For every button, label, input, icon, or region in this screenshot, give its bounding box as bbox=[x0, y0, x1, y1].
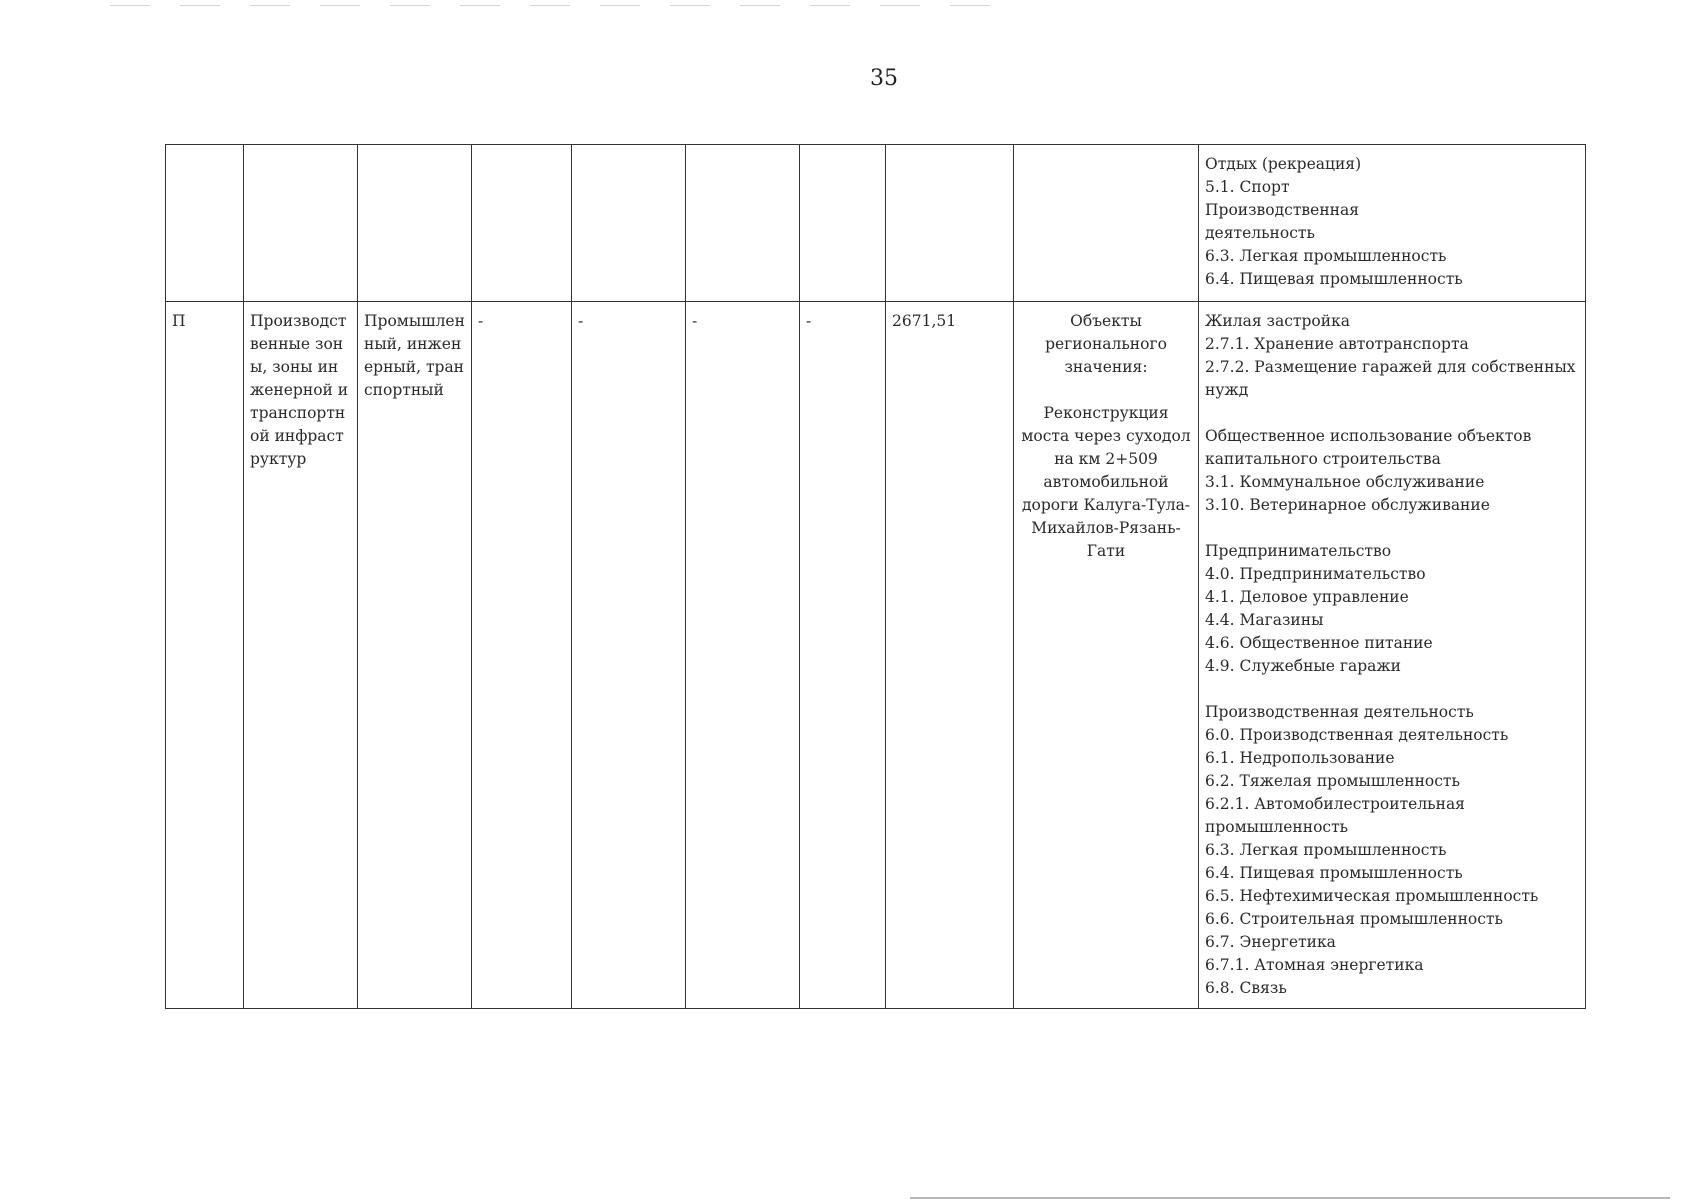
vri-item: 4.9. Служебные гаражи bbox=[1205, 657, 1401, 675]
vri-item: 6.7. Энергетика bbox=[1205, 933, 1336, 951]
vri-item: 2.7.2. Размещение гаражей для собственных нужд bbox=[1205, 358, 1576, 399]
cell-c4: - bbox=[472, 302, 572, 1009]
cell-area bbox=[886, 145, 1014, 302]
vri-line: 6.3. Легкая промышленность bbox=[1205, 247, 1447, 265]
vri-item: 6.2. Тяжелая промышленность bbox=[1205, 772, 1460, 790]
vri-item: 6.6. Строительная промышленность bbox=[1205, 910, 1503, 928]
vri-item: 3.10. Ветеринарное обслуживание bbox=[1205, 496, 1490, 514]
cell-code bbox=[166, 145, 244, 302]
cell-c5: - bbox=[572, 302, 686, 1009]
cell-vri-list bbox=[1199, 302, 1586, 1009]
cell-vri-list bbox=[1199, 145, 1586, 302]
objects-text: Реконструкция моста через суходол на км 2+509 автомобильной дороги Калуга-Тула-Михайлов-Рязань-Гати bbox=[1021, 404, 1191, 560]
vri-line: Отдых (рекреация) bbox=[1205, 155, 1362, 173]
vri-group-title: Производственная деятельность bbox=[1205, 703, 1474, 721]
vri-item: 2.7.1. Хранение автотранспорта bbox=[1205, 335, 1469, 353]
vri-item: 4.1. Деловое управление bbox=[1205, 588, 1409, 606]
cell-zone-subtype bbox=[358, 145, 472, 302]
cell-code: П bbox=[166, 302, 244, 1009]
vri-item: 4.4. Магазины bbox=[1205, 611, 1324, 629]
vri-group-title: Предпринимательство bbox=[1205, 542, 1392, 560]
cell-zone-subtype: Промышленный, инженерный, транспортный bbox=[358, 302, 472, 1009]
vri-item: 6.4. Пищевая промышленность bbox=[1205, 864, 1463, 882]
cell-c4 bbox=[472, 145, 572, 302]
page-number: 35 bbox=[870, 66, 898, 91]
cell-zone-type: Производственные зоны, зоны инженерной и транспортной инфраструктур bbox=[244, 302, 358, 1009]
vri-item: 6.5. Нефтехимическая промышленность bbox=[1205, 887, 1539, 905]
table-row-zone-p bbox=[166, 302, 1586, 1009]
cell-c6 bbox=[686, 145, 800, 302]
cell-objects bbox=[1014, 145, 1199, 302]
cell-zone-type bbox=[244, 145, 358, 302]
zoning-table bbox=[165, 144, 1586, 1009]
vri-item: 6.2.1. Автомобилестроительная промышленность bbox=[1205, 795, 1465, 836]
table-row-continuation bbox=[166, 145, 1586, 302]
vri-group-title: Общественное использование объектов капитального строительства bbox=[1205, 427, 1532, 468]
cell-c7: - bbox=[800, 302, 886, 1009]
vri-item: 6.3. Легкая промышленность bbox=[1205, 841, 1447, 859]
vri-item: 3.1. Коммунальное обслуживание bbox=[1205, 473, 1485, 491]
vri-item: 4.6. Общественное питание bbox=[1205, 634, 1433, 652]
cell-c7 bbox=[800, 145, 886, 302]
cell-objects bbox=[1014, 302, 1199, 1009]
cell-area: 2671,51 bbox=[886, 302, 1014, 1009]
scan-artifact-top bbox=[110, 5, 990, 6]
vri-line: Производственная bbox=[1205, 201, 1359, 219]
objects-title: Объекты регионального значения: bbox=[1045, 312, 1167, 376]
cell-c5 bbox=[572, 145, 686, 302]
vri-line: деятельность bbox=[1205, 224, 1315, 242]
vri-line: 6.4. Пищевая промышленность bbox=[1205, 270, 1463, 288]
vri-group-title: Жилая застройка bbox=[1205, 312, 1351, 330]
vri-item: 6.7.1. Атомная энергетика bbox=[1205, 956, 1424, 974]
scan-artifact-bottom bbox=[910, 1197, 1670, 1199]
vri-item: 6.0. Производственная деятельность bbox=[1205, 726, 1509, 744]
vri-item: 6.1. Недропользование bbox=[1205, 749, 1395, 767]
cell-c6: - bbox=[686, 302, 800, 1009]
vri-item: 4.0. Предпринимательство bbox=[1205, 565, 1426, 583]
vri-item: 6.8. Связь bbox=[1205, 979, 1287, 997]
vri-line: 5.1. Спорт bbox=[1205, 178, 1290, 196]
